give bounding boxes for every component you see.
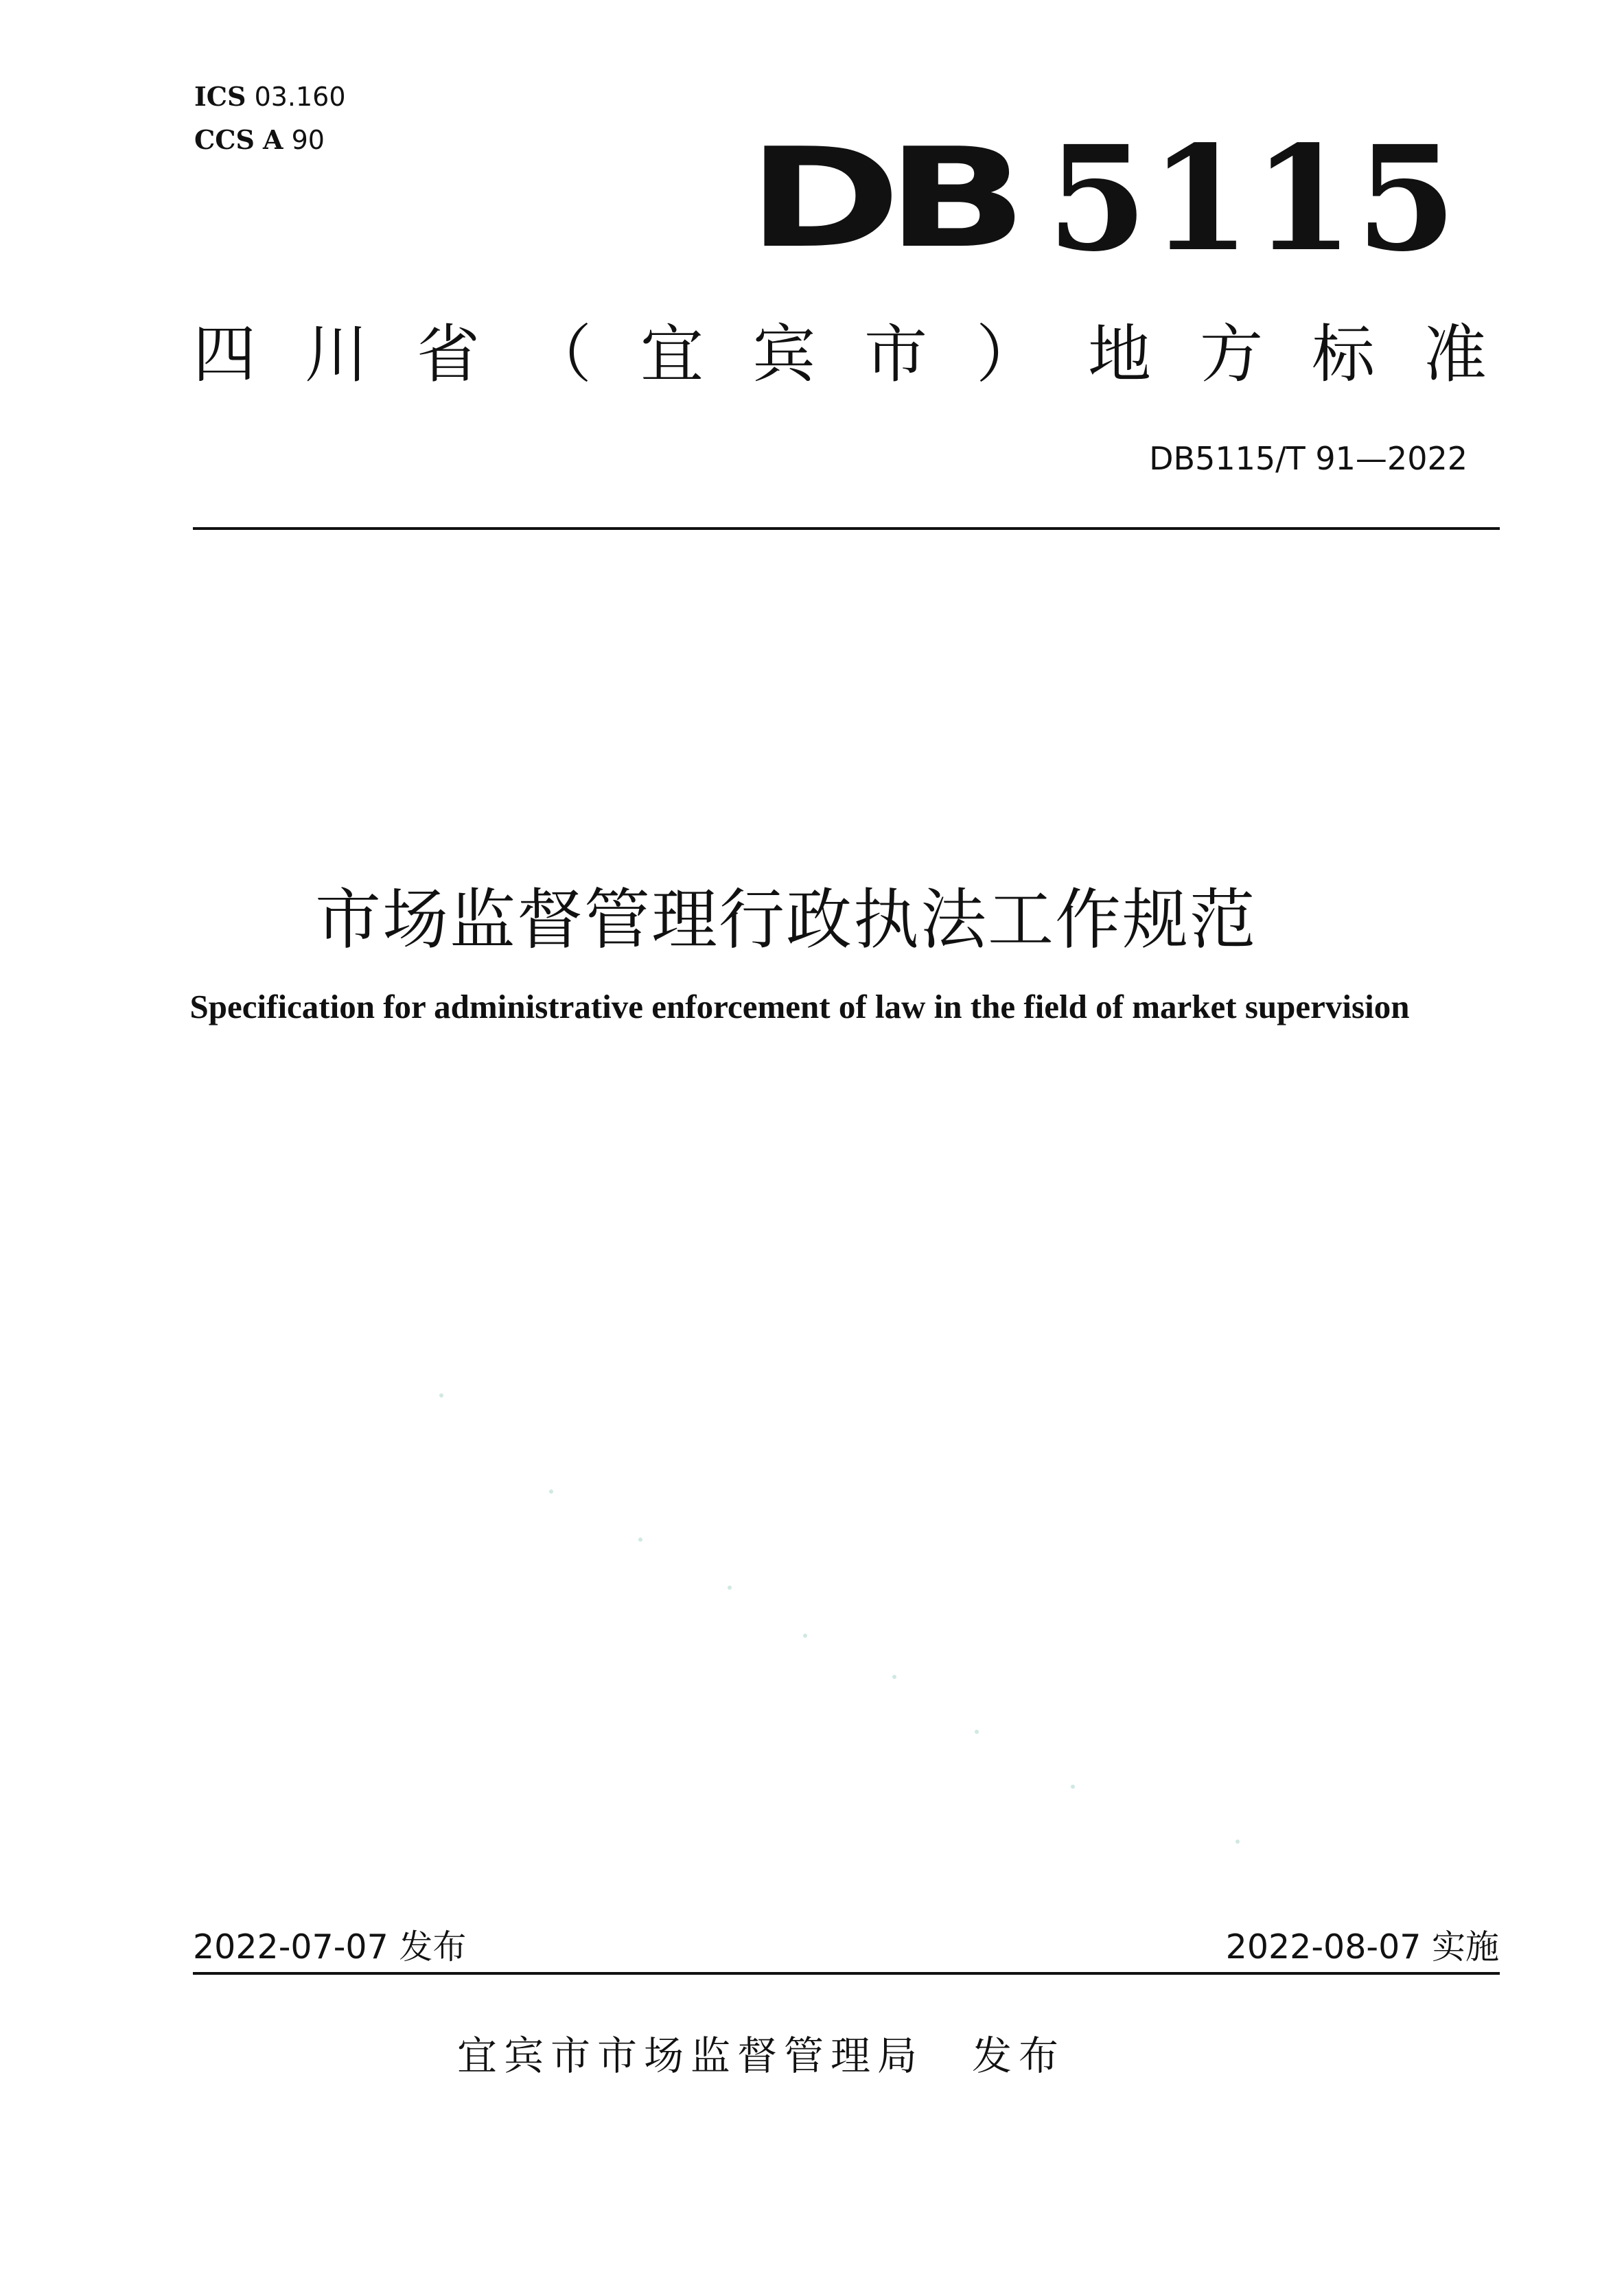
standard-type-heading: 四川省（宜宾市）地方标准 [193, 318, 1536, 391]
implement-date: 2022-08-07 实施 [1225, 1927, 1499, 1967]
ccs-value: 90 [291, 125, 325, 155]
scan-speck [549, 1489, 553, 1494]
ccs-code [194, 123, 325, 157]
issuer-line [457, 2028, 1065, 2083]
issuer-name: 宜宾市市场监督管理局 [457, 2032, 925, 2079]
scan-speck [1071, 1785, 1075, 1789]
issuer-action: 发布 [972, 2032, 1066, 2079]
ccs-label: CCS [194, 124, 255, 155]
db-logo-mark [747, 114, 1459, 283]
db-letters: DB [747, 119, 1013, 279]
db-number: 5115 [1047, 114, 1459, 283]
ics-code [194, 80, 346, 114]
scan-speck [1236, 1840, 1240, 1844]
ics-value: 03.160 [254, 82, 346, 112]
ics-label: ICS [194, 81, 246, 112]
publish-date: 2022-07-07 发布 [193, 1927, 467, 1967]
standard-number: DB5115/T 91—2022 [1149, 440, 1468, 477]
bottom-divider [193, 1972, 1500, 1975]
scan-speck [975, 1730, 979, 1734]
document-title-chinese: 市场监督管理行政执法工作规范 [315, 881, 1257, 958]
top-divider [193, 527, 1500, 530]
scan-speck [803, 1634, 807, 1638]
ccs-class: A [263, 124, 283, 155]
document-title-english: Specification for administrative enforcement of law in the field of market supervision [189, 988, 1410, 1025]
scan-speck [638, 1538, 642, 1542]
scan-speck [728, 1586, 732, 1590]
scan-speck [892, 1675, 896, 1679]
scan-speck [439, 1393, 443, 1398]
